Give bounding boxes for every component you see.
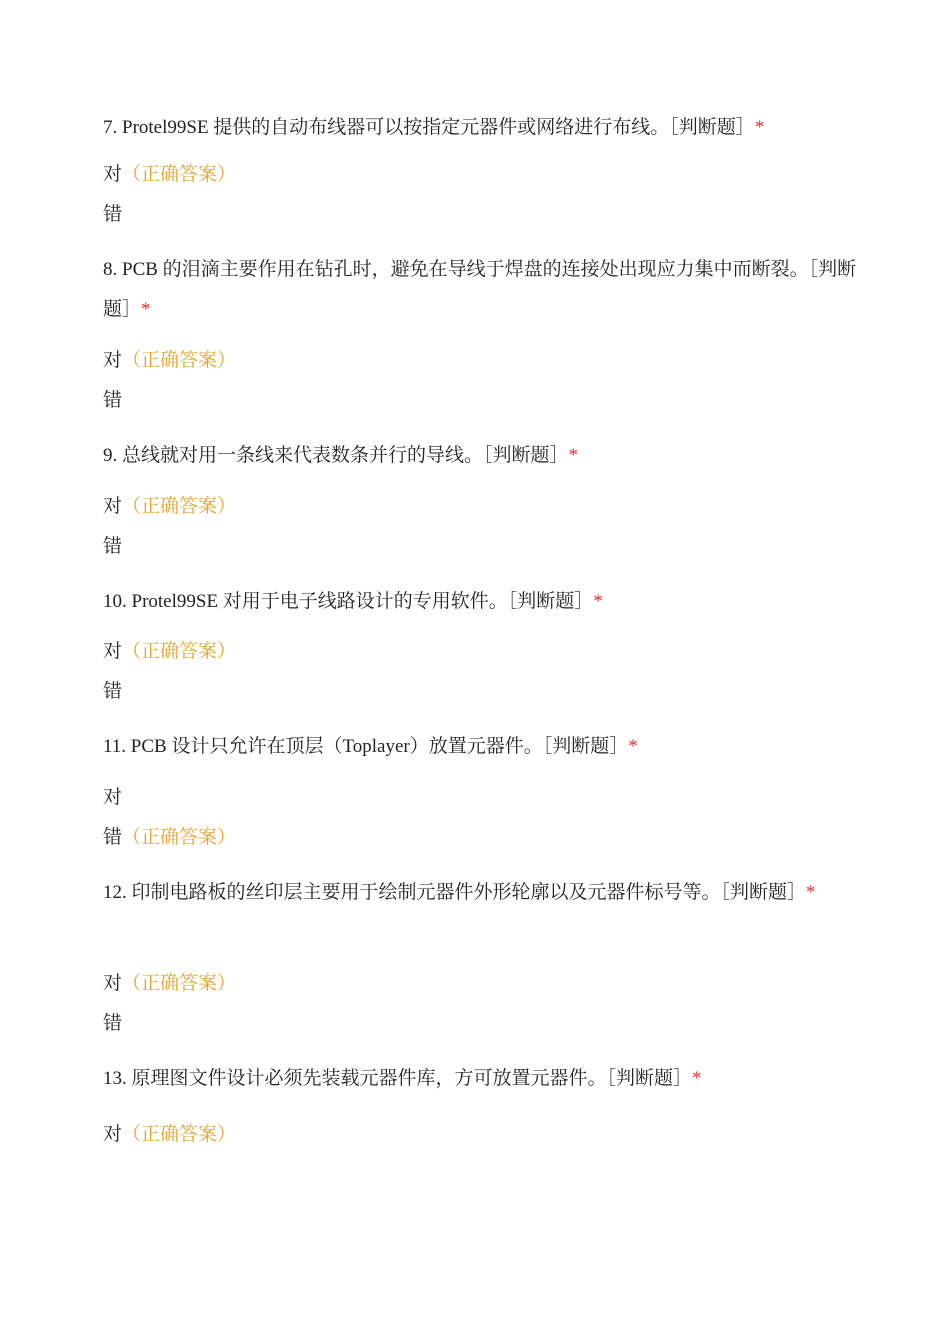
correct-answer-mark: （正确答案）: [122, 496, 237, 517]
question-10-title: [103, 582, 863, 622]
question-8-option-false[interactable]: [103, 388, 122, 414]
question-text: 7. Protel99SE 提供的自动布线器可以按指定元器件或网络进行布线。［判断题］: [103, 117, 755, 138]
question-text: 10. Protel99SE 对用于电子线路设计的专用软件。［判断题］: [103, 591, 594, 612]
question-12-title: [103, 873, 833, 913]
required-star: *: [754, 117, 765, 138]
question-7-title: [103, 108, 863, 148]
question-9-option-true[interactable]: [103, 494, 236, 520]
correct-answer-mark: （正确答案）: [122, 641, 237, 662]
correct-answer-mark: （正确答案）: [122, 827, 237, 848]
question-13-option-true[interactable]: [103, 1122, 236, 1148]
option-label: 错: [103, 204, 123, 225]
required-star: *: [141, 299, 151, 320]
option-label: 对: [103, 1124, 123, 1145]
required-star: *: [806, 882, 816, 903]
correct-answer-mark: （正确答案）: [122, 1124, 237, 1145]
option-label: 对: [103, 787, 123, 808]
question-7-option-true[interactable]: [103, 162, 236, 188]
required-star: *: [628, 736, 638, 757]
question-text: 12. 印制电路板的丝印层主要用于绘制元器件外形轮廓以及元器件标号等。［判断题］: [103, 882, 807, 903]
option-label: 错: [103, 1013, 123, 1034]
option-label: 错: [103, 681, 123, 702]
question-8-title: [103, 250, 868, 330]
required-star: *: [593, 591, 603, 612]
correct-answer-mark: （正确答案）: [122, 350, 237, 371]
option-label: 错: [103, 390, 123, 411]
required-star: *: [568, 445, 579, 466]
correct-answer-mark: （正确答案）: [122, 973, 237, 994]
option-label: 对: [103, 496, 123, 517]
correct-answer-mark: （正确答案）: [122, 164, 237, 185]
question-text: 13. 原理图文件设计必须先装载元器件库，方可放置元器件。［判断题］: [103, 1068, 693, 1089]
question-11-title: [103, 727, 863, 767]
question-9-option-false[interactable]: [103, 534, 122, 560]
question-8-option-true[interactable]: [103, 348, 236, 374]
question-11-option-true[interactable]: [103, 785, 122, 811]
option-label: 错: [103, 536, 123, 557]
question-text: 9. 总线就对用一条线来代表数条并行的导线。［判断题］: [103, 445, 569, 466]
option-label: 对: [103, 973, 123, 994]
option-label: 对: [103, 164, 123, 185]
question-10-option-false[interactable]: [103, 679, 122, 705]
question-10-option-true[interactable]: [103, 639, 236, 665]
question-9-title: [103, 436, 863, 476]
question-11-option-false[interactable]: [103, 825, 236, 851]
question-12-option-true[interactable]: [103, 971, 236, 997]
question-7-option-false[interactable]: [103, 202, 122, 228]
required-star: *: [692, 1068, 702, 1089]
question-13-title: [103, 1059, 863, 1099]
question-12-option-false[interactable]: [103, 1011, 122, 1037]
question-text: 11. PCB 设计只允许在顶层（Toplayer）放置元器件。［判断题］: [103, 736, 629, 757]
option-label: 错: [103, 827, 123, 848]
option-label: 对: [103, 350, 123, 371]
question-text: 8. PCB 的泪滴主要作用在钻孔时，避免在导线于焊盘的连接处出现应力集中而断裂。［判断题］: [103, 259, 857, 320]
option-label: 对: [103, 641, 123, 662]
